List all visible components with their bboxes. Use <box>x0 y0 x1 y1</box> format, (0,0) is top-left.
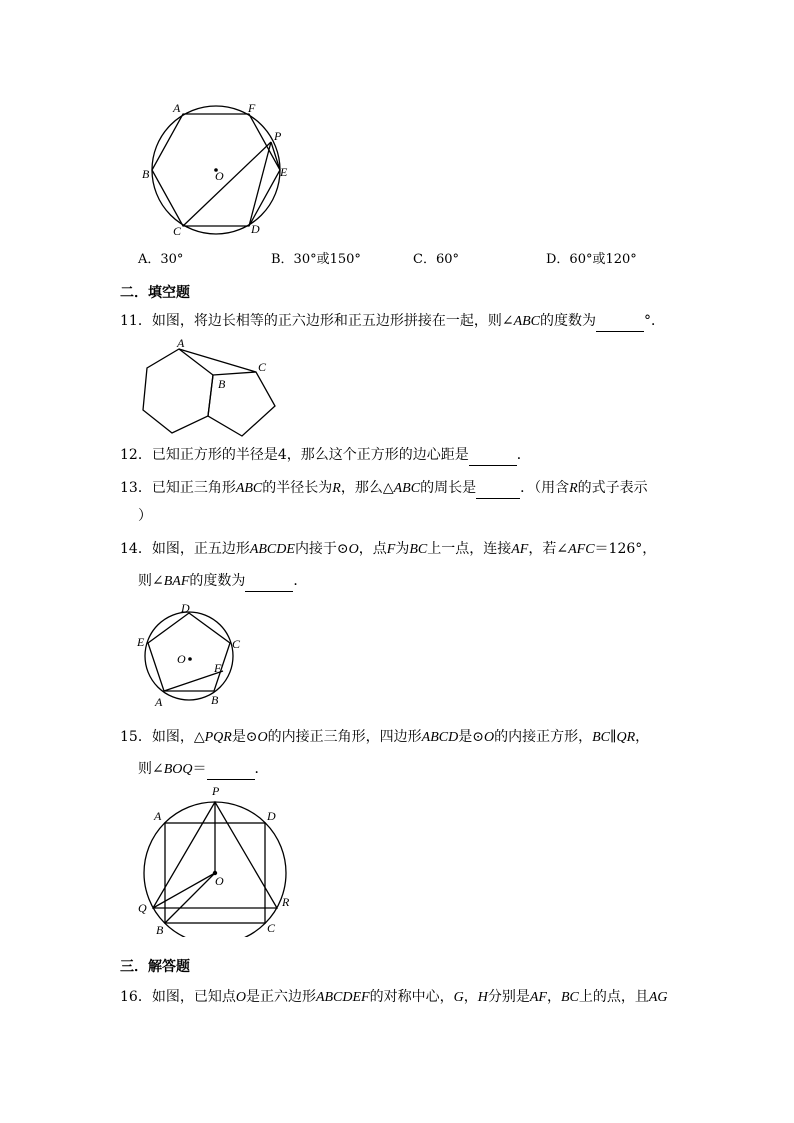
label-A: A <box>173 101 181 115</box>
question-12: 12．已知正方形的半径是4，那么这个正方形的边心距是 ． <box>120 445 531 466</box>
question-15: 15．如图，△PQR是⊙O的内接正三角形，四边形ABCD是⊙O的内接正方形，BC∥QR， <box>120 729 650 745</box>
label-O: O <box>177 652 186 666</box>
label-C: C <box>232 637 241 651</box>
label-A: A <box>154 809 162 823</box>
question-14-cont: 则∠BAF的度数为 ． <box>138 571 307 592</box>
label-F: F <box>248 101 256 115</box>
question-13-cont: ） <box>138 508 152 524</box>
figure-triangle-square-circle <box>133 782 303 937</box>
label-C: C <box>173 224 182 238</box>
label-C: C <box>258 360 267 374</box>
answer-blank <box>207 759 255 780</box>
label-F: F <box>214 661 222 675</box>
question-14: 14．如图，正五边形ABCDE内接于⊙O，点F为BC上一点，连接AF，若∠AFC＝126°， <box>120 541 657 557</box>
question-15-cont: 则∠BOQ＝ ． <box>138 759 269 780</box>
label-E: E <box>280 165 288 179</box>
figure-hexagon-circle <box>135 98 305 243</box>
question-16: 16．如图，已知点O是正六边形ABCDEF的对称中心，G，H分别是AF，BC上的点，且AG <box>120 989 668 1005</box>
answer-blank <box>596 311 644 332</box>
figure-hexagon-pentagon <box>135 336 285 444</box>
label-B: B <box>142 167 150 181</box>
label-R: R <box>282 895 290 909</box>
label-B: B <box>211 693 219 707</box>
label-O: O <box>215 874 224 888</box>
label-D: D <box>267 809 276 823</box>
label-A: A <box>155 695 163 709</box>
section-fill-in-heading: 二．填空题 <box>120 285 190 301</box>
label-D: D <box>251 222 260 236</box>
label-E: E <box>137 635 145 649</box>
label-B: B <box>218 377 226 391</box>
option-a: A．30° <box>138 252 184 267</box>
label-Q: Q <box>138 901 147 915</box>
section-answer-heading: 三．解答题 <box>120 959 190 975</box>
option-c: C．60° <box>413 252 459 267</box>
question-11: 11．如图，将边长相等的正六边形和正五边形拼接在一起，则∠ABC的度数为 °． <box>120 311 665 332</box>
label-C: C <box>267 921 276 935</box>
answer-blank <box>476 478 520 499</box>
label-P: P <box>212 784 220 798</box>
label-O: O <box>215 169 224 183</box>
answer-blank <box>469 445 517 466</box>
label-P: P <box>274 129 282 143</box>
label-A: A <box>177 336 185 350</box>
figure-pentagon-circle <box>133 600 248 712</box>
option-d: D．60°或120° <box>546 252 637 267</box>
label-B: B <box>156 923 164 937</box>
answer-blank <box>245 571 293 592</box>
label-D: D <box>181 601 190 615</box>
question-13: 13．已知正三角形ABC的半径长为R，那么△ABC的周长是 ．（用含R的式子表示 <box>120 478 648 499</box>
option-b: B．30°或150° <box>271 252 361 267</box>
